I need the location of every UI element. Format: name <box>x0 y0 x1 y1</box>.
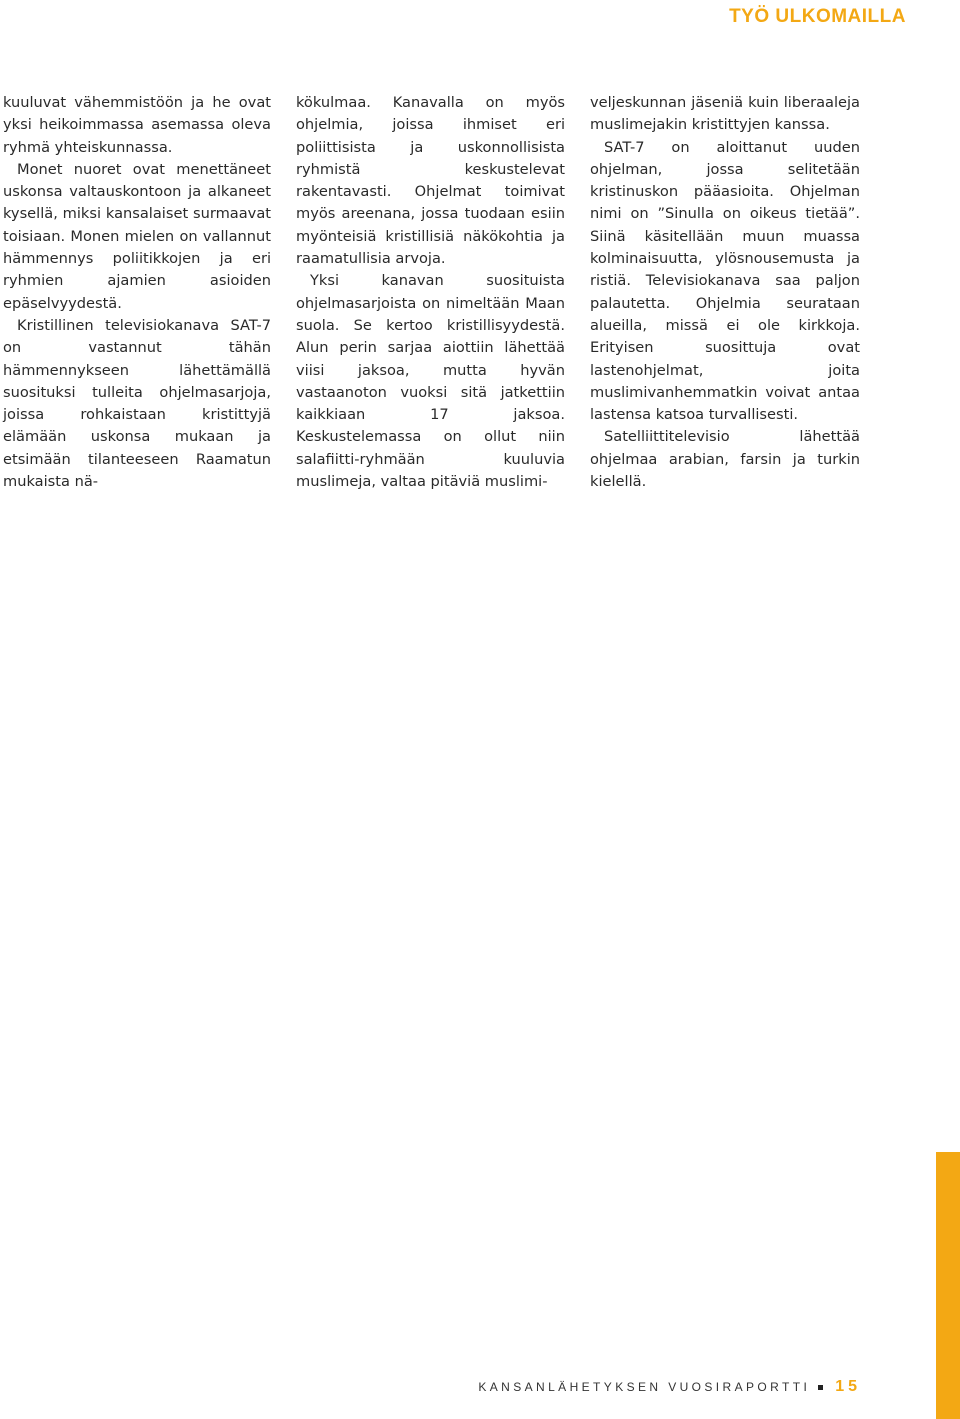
paragraph: kuuluvat vähemmistöön ja he ovat yksi heikoimmassa asemassa oleva ryhmä yhteiskunnassa. <box>3 94 271 156</box>
text-column-1 <box>3 92 271 493</box>
page-number: 15 <box>835 1378 861 1395</box>
text-column-3 <box>590 92 860 493</box>
paragraph: SAT-7 on aloittanut uuden ohjelman, jossa selitetään kristinuskon pääasioita. Ohjelman nimi on ”Sinulla on oikeus tietää”. Siinä käsitellään muun muassa kolminaisuutta, ylösnousemusta ja ristiä. Televisiokanava saa paljon palautetta. Ohjelmia seurataan alueilla, missä ei ole kirkkoja. Erityisen suosittuja ovat lastenohjelmat, joita muslimivanhemmatkin voivat antaa lastensa katsoa turvallisesti. <box>590 138 860 424</box>
paragraph: veljeskunnan jäseniä kuin liberaaleja muslimejakin kristittyjen kanssa. <box>590 94 860 134</box>
paragraph: Monet nuoret ovat menettäneet uskonsa valtauskontoon ja alkaneet kysellä, miksi kansalaiset surmaavat toisiaan. Monen mielen on vallannut hämmennys poliitikkojen ja eri ryhmien ajamien asioiden epäselvyydestä. <box>3 160 271 312</box>
separator-dot-icon <box>818 1385 823 1390</box>
page-footer <box>478 1378 861 1396</box>
paragraph: Satelliittitelevisio lähettää ohjelmaa arabian, farsin ja turkin kielellä. <box>590 428 860 491</box>
text-column-2 <box>296 92 565 493</box>
paragraph: kökulmaa. Kanavalla on myös ohjelmia, joissa ihmiset eri poliittisista ja uskonnollisista ryhmistä keskustelevat rakentavasti. Ohjelmat toimivat myös areenana, jossa tuodaan esiin myönteisiä kristillisiä näkökohtia ja raamatullisia arvoja. <box>296 94 565 268</box>
paragraph: Yksi kanavan suosituista ohjelmasarjoista on nimeltään Maan suola. Se kertoo kristillisyydestä. Alun perin sarjaa aiottiin lähettää viisi jaksoa, mutta hyvän vastaanoton vuoksi sitä jatkettiin kaikkiaan 17 jaksoa. Keskustelemassa on ollut niin salafiitti-ryhmään kuuluvia muslimeja, valtaa pitäviä muslimi- <box>296 272 565 491</box>
section-title: TYÖ ULKOMAILLA <box>729 6 906 27</box>
page-edge-tab <box>936 1152 960 1419</box>
publication-name: KANSANLÄHETYKSEN VUOSIRAPORTTI <box>478 1380 811 1394</box>
paragraph: Kristillinen televisiokanava SAT-7 on vastannut tähän hämmennykseen lähettämällä suosituksi tulleita ohjelmasarjoja, joissa rohkaistaan kristittyjä elämään uskonsa mukaan ja etsimään tilanteeseen Raamatun mukaista nä- <box>3 316 271 491</box>
